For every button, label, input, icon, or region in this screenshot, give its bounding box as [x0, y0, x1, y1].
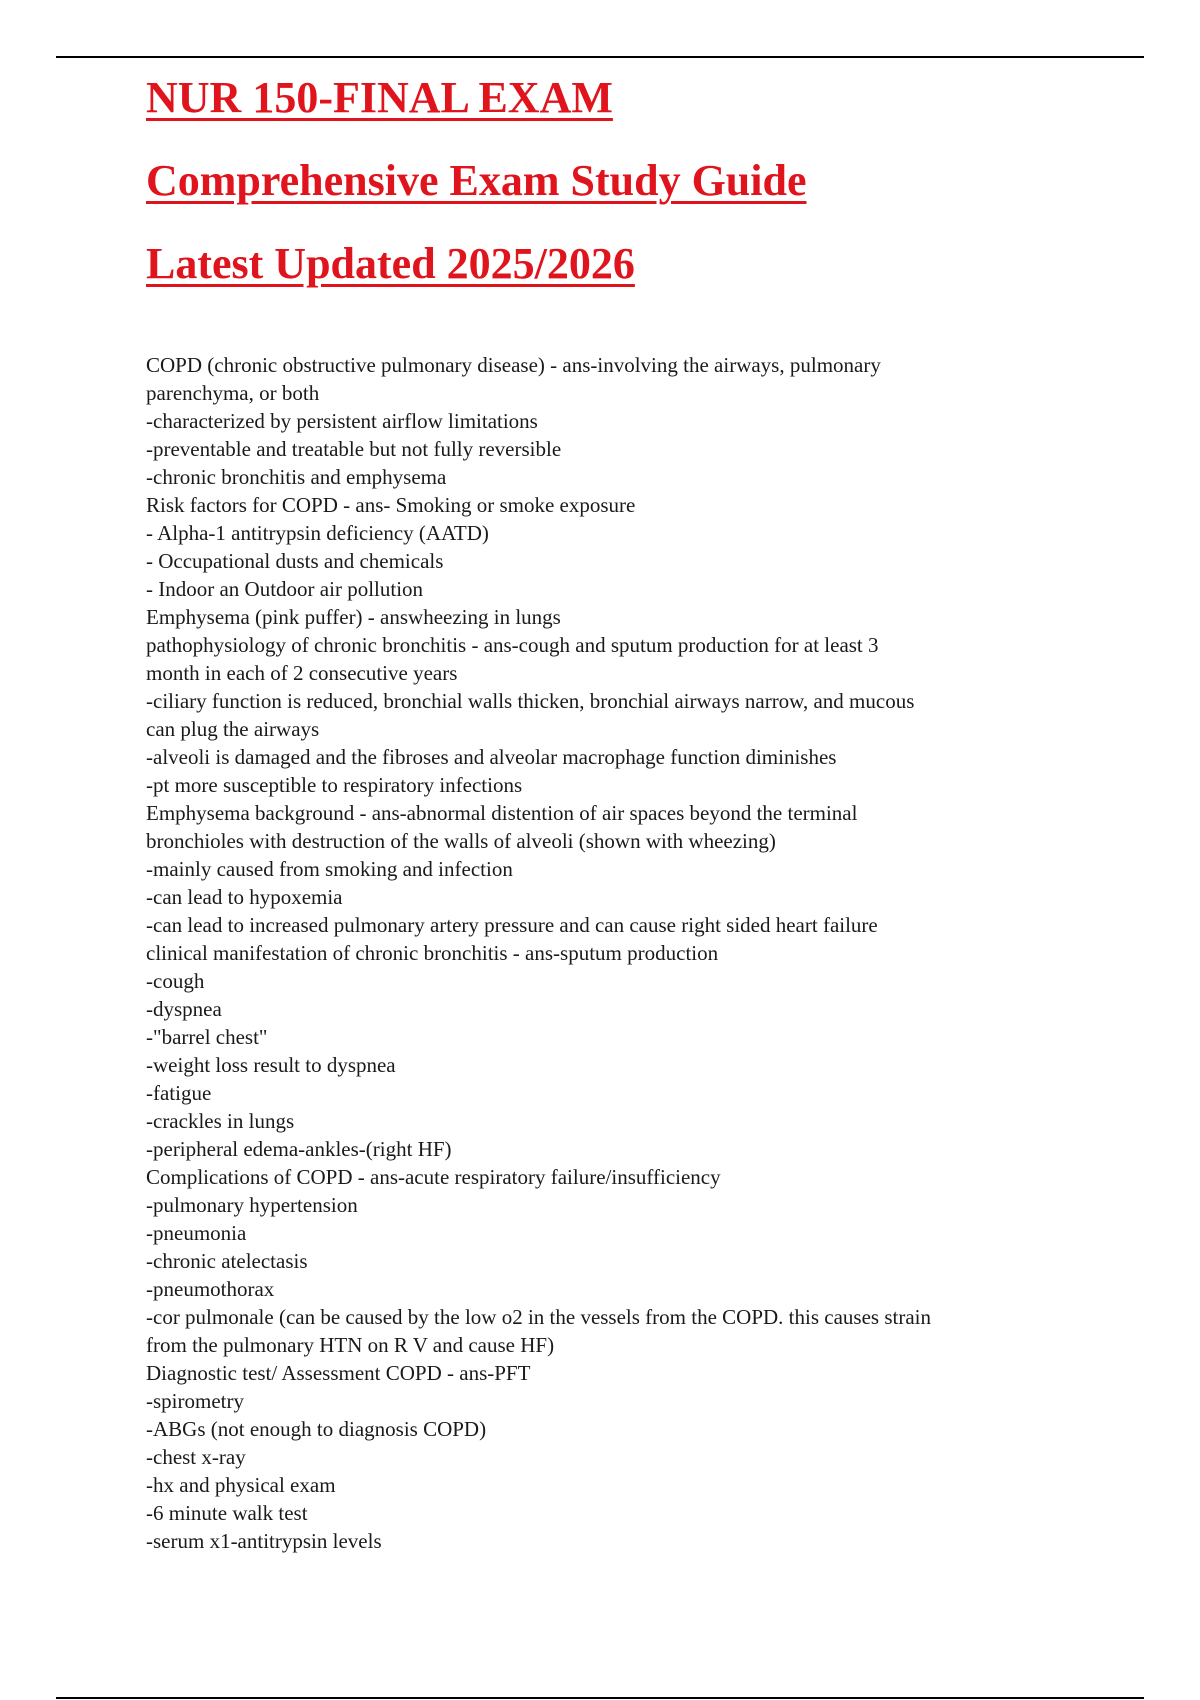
- text-line: -pneumonia: [146, 1221, 247, 1245]
- title-block: [146, 72, 1126, 321]
- text-line: -cough: [146, 969, 205, 993]
- text-line: month in each of 2 consecutive years: [146, 661, 458, 685]
- text-line: -characterized by persistent airflow limitations: [146, 409, 538, 433]
- text-line: -pneumothorax: [146, 1277, 275, 1301]
- text-line: -preventable and treatable but not fully reversible: [146, 437, 562, 461]
- top-rule: [56, 56, 1144, 58]
- text-line: -ciliary function is reduced, bronchial walls thicken, bronchial airways narrow, and mucous: [146, 689, 915, 713]
- text-line: - Occupational dusts and chemicals: [146, 549, 444, 573]
- text-line: -chest x-ray: [146, 1445, 246, 1469]
- text-line: COPD (chronic obstructive pulmonary disease) - ans-involving the airways, pulmonary: [146, 353, 881, 377]
- text-line: -can lead to increased pulmonary artery pressure and can cause right sided heart failure: [146, 913, 878, 937]
- text-line: from the pulmonary HTN on R V and cause HF): [146, 1333, 555, 1357]
- text-line: -chronic bronchitis and emphysema: [146, 465, 447, 489]
- text-line: -fatigue: [146, 1081, 212, 1105]
- text-line: -spirometry: [146, 1389, 244, 1413]
- text-line: clinical manifestation of chronic bronchitis - ans-sputum production: [146, 941, 719, 965]
- text-line: Diagnostic test/ Assessment COPD - ans-PFT: [146, 1361, 531, 1385]
- text-line: -peripheral edema-ankles-(right HF): [146, 1137, 452, 1161]
- text-line: Complications of COPD - ans-acute respiratory failure/insufficiency: [146, 1165, 721, 1189]
- text-line: -hx and physical exam: [146, 1473, 336, 1497]
- text-line: -dyspnea: [146, 997, 222, 1021]
- update-title: Latest Updated 2025/2026: [146, 239, 635, 288]
- text-line: can plug the airways: [146, 717, 320, 741]
- text-line: -alveoli is damaged and the fibroses and alveolar macrophage function diminishes: [146, 745, 837, 769]
- text-line: -pulmonary hypertension: [146, 1193, 358, 1217]
- guide-title: Comprehensive Exam Study Guide: [146, 156, 807, 205]
- text-line: Emphysema background - ans-abnormal distention of air spaces beyond the terminal: [146, 801, 858, 825]
- text-line: Emphysema (pink puffer) - answheezing in lungs: [146, 605, 561, 629]
- text-line: -pt more susceptible to respiratory infections: [146, 773, 523, 797]
- exam-title: NUR 150-FINAL EXAM: [146, 73, 613, 122]
- text-line: parenchyma, or both: [146, 381, 320, 405]
- text-line: bronchioles with destruction of the walls of alveoli (shown with wheezing): [146, 829, 776, 853]
- text-line: -can lead to hypoxemia: [146, 885, 343, 909]
- text-line: -serum x1-antitrypsin levels: [146, 1529, 382, 1553]
- text-line: - Alpha-1 antitrypsin deficiency (AATD): [146, 521, 489, 545]
- text-line: -weight loss result to dyspnea: [146, 1053, 396, 1077]
- text-line: -ABGs (not enough to diagnosis COPD): [146, 1417, 487, 1441]
- text-line: -cor pulmonale (can be caused by the low o2 in the vessels from the COPD. this causes strain: [146, 1305, 931, 1329]
- text-line: -chronic atelectasis: [146, 1249, 308, 1273]
- bottom-rule: [56, 1697, 1144, 1699]
- text-line: -6 minute walk test: [146, 1501, 308, 1525]
- text-line: Risk factors for COPD - ans- Smoking or smoke exposure: [146, 493, 636, 517]
- text-line: -crackles in lungs: [146, 1109, 295, 1133]
- text-line: -mainly caused from smoking and infection: [146, 857, 513, 881]
- text-line: - Indoor an Outdoor air pollution: [146, 577, 424, 601]
- study-guide-body: [146, 351, 1076, 1555]
- text-line: pathophysiology of chronic bronchitis - ans-cough and sputum production for at least 3: [146, 633, 879, 657]
- text-line: -"barrel chest": [146, 1025, 268, 1049]
